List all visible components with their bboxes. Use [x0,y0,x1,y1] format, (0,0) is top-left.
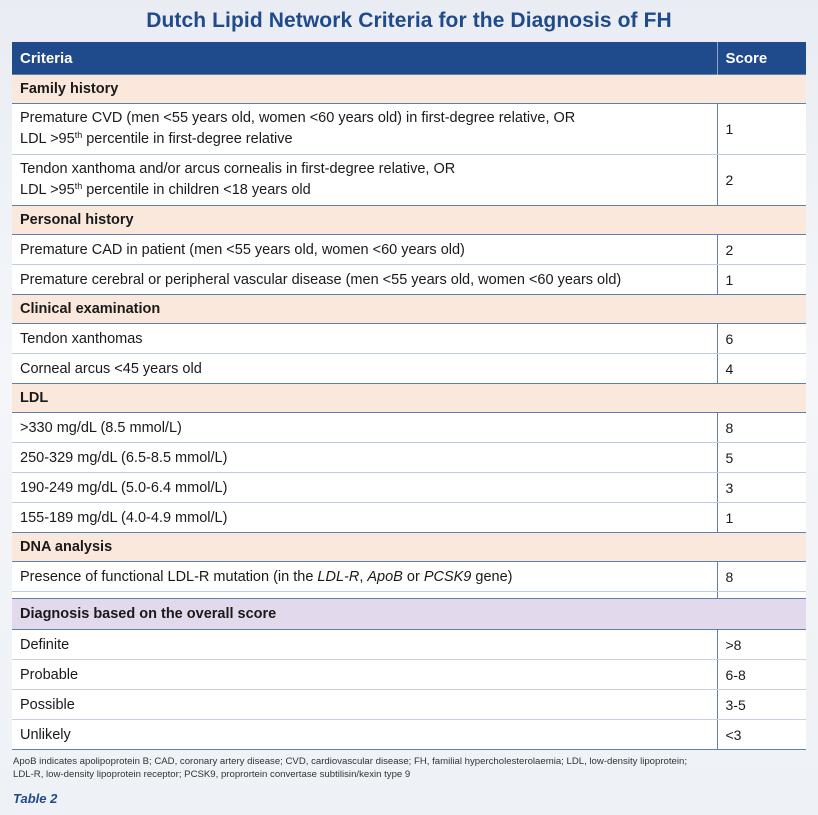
table-row [12,503,806,533]
criteria-cell: Tendon xanthomas [12,324,717,354]
score-cell: 3 [717,473,806,503]
table-row [12,265,806,295]
score-cell: 2 [717,235,806,265]
table-row [12,690,806,720]
diagnosis-value: 3-5 [717,690,806,720]
diagnosis-label: Definite [12,630,717,660]
diagnosis-value: >8 [717,630,806,660]
diagnosis-label: Possible [12,690,717,720]
page-title: Dutch Lipid Network Criteria for the Diagnosis of FH [146,9,672,32]
criteria-cell: 190-249 mg/dL (5.0-6.4 mmol/L) [12,473,717,503]
table-row [12,720,806,750]
table-row [12,155,806,206]
section-clinical-examination: Clinical examination [12,295,806,324]
criteria-cell: 250-329 mg/dL (6.5-8.5 mmol/L) [12,443,717,473]
score-header: Score [717,42,806,75]
score-cell: 1 [717,503,806,533]
section-family-history: Family history [12,75,806,104]
section-personal-history: Personal history [12,206,806,235]
table-row [12,324,806,354]
criteria-table [12,42,806,750]
criteria-cell: Premature CAD in patient (men <55 years old, women <60 years old) [12,235,717,265]
table-row [12,413,806,443]
score-cell: 2 [717,155,806,206]
table-row [12,562,806,592]
score-cell: 1 [717,104,806,155]
table-row [12,630,806,660]
section-dna-analysis: DNA analysis [12,533,806,562]
diagnosis-label: Probable [12,660,717,690]
score-cell: 6 [717,324,806,354]
table-row [12,104,806,155]
section-ldl: LDL [12,384,806,413]
score-cell: 4 [717,354,806,384]
score-cell: 8 [717,562,806,592]
criteria-cell: Presence of functional LDL-R mutation (in the LDL-R, ApoB or PCSK9 gene) [12,562,717,592]
diagnosis-value: <3 [717,720,806,750]
criteria-cell: >330 mg/dL (8.5 mmol/L) [12,413,717,443]
table-row [12,443,806,473]
table-row [12,473,806,503]
score-cell: 5 [717,443,806,473]
spacer-row [12,592,806,599]
criteria-cell: Premature cerebral or peripheral vascular disease (men <55 years old, women <60 years old) [12,265,717,295]
table-label: Table 2 [13,791,58,806]
criteria-cell: Corneal arcus <45 years old [12,354,717,384]
footnote: ApoB indicates apolipoprotein B; CAD, coronary artery disease; CVD, cardiovascular disease; FH, familial hypercholesterolaemia; LDL, low-density lipoprotein; LDL-R, low-density lipoprotein receptor; PCSK9, proprortein convertase subtilisin/kexin type 9 [13,756,688,780]
score-cell: 1 [717,265,806,295]
score-cell: 8 [717,413,806,443]
table-row [12,354,806,384]
criteria-header: Criteria [12,42,717,75]
criteria-cell: 155-189 mg/dL (4.0-4.9 mmol/L) [12,503,717,533]
diagnosis-value: 6-8 [717,660,806,690]
criteria-cell: Premature CVD (men <55 years old, women <60 years old) in first-degree relative, OR LDL >95th percentile in first-degree relative [12,104,717,155]
table-row [12,660,806,690]
diagnosis-label: Unlikely [12,720,717,750]
section-diagnosis: Diagnosis based on the overall score [12,599,806,630]
table-row [12,235,806,265]
criteria-cell: Tendon xanthoma and/or arcus cornealis in first-degree relative, OR LDL >95th percentile in children <18 years old [12,155,717,206]
table-header [12,42,806,75]
